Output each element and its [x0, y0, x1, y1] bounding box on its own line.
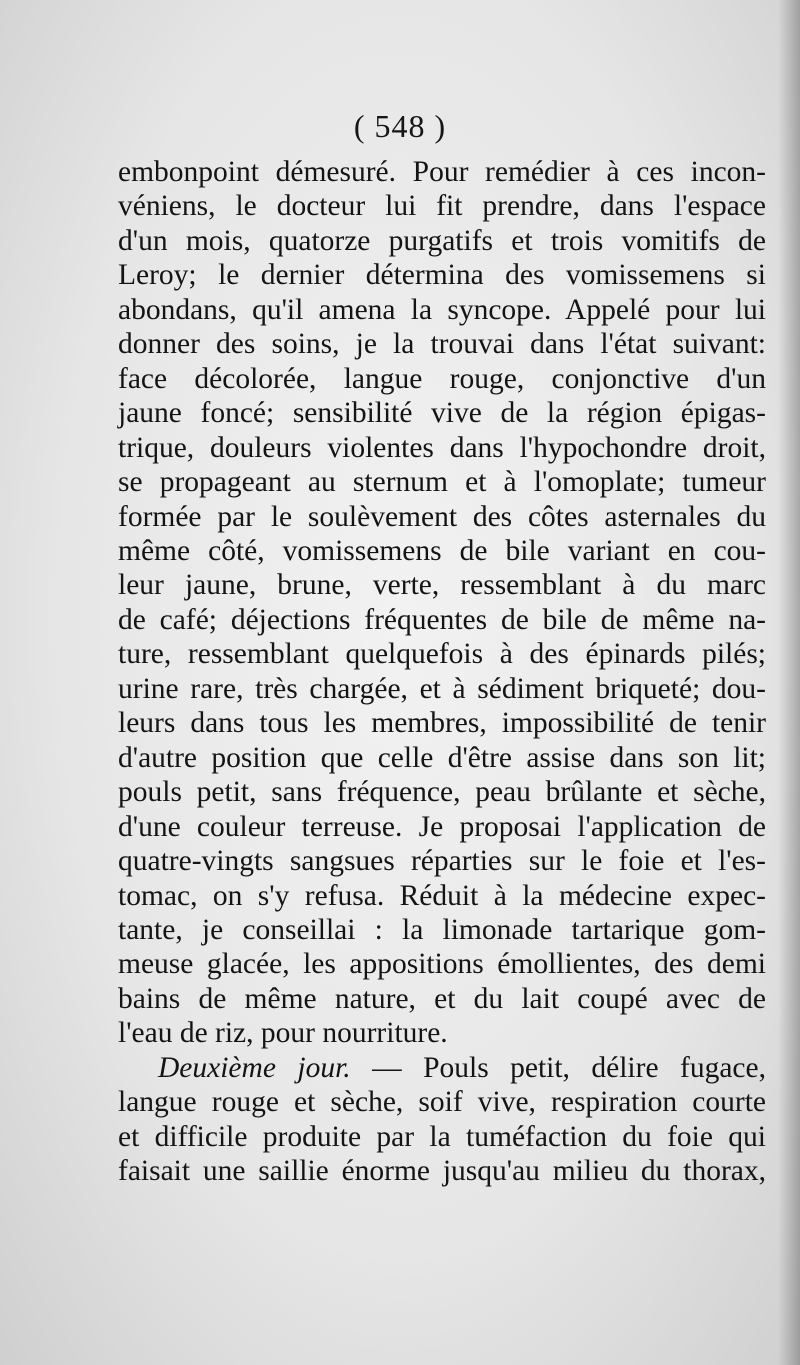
- text-line: faisait une saillie énorme jusqu'au milieu du thorax,: [118, 1155, 766, 1188]
- text-line: de café; déjections fréquentes de bile de même na-: [118, 603, 766, 636]
- text-line: même côté, vomissemens de bile variant en cou-: [118, 534, 766, 567]
- paragraph-first-line: [118, 1051, 766, 1085]
- text-line: bains de même nature, et du lait coupé avec de: [118, 982, 766, 1015]
- paragraph-heading-italic: Deuxième jour.: [158, 1051, 351, 1084]
- text-line: leurs dans tous les membres, impossibilité de tenir: [118, 707, 766, 740]
- text-line: abondans, qu'il amena la syncope. Appelé pour lui: [118, 293, 766, 326]
- text-line: embonpoint démesuré. Pour remédier à ces incon-: [118, 156, 766, 188]
- text-line: quatre-vingts sangsues réparties sur le foie et l'es-: [118, 845, 766, 878]
- text-line: jaune foncé; sensibilité vive de la région épigas-: [118, 397, 766, 430]
- text-line: se propageant au sternum et à l'omoplate; tumeur: [118, 466, 766, 499]
- text-line: d'une couleur terreuse. Je proposai l'application de: [118, 810, 766, 843]
- text-line: véniens, le docteur lui fit prendre, dans l'espace: [118, 190, 766, 223]
- text-line: d'autre position que celle d'être assise dans son lit;: [118, 741, 766, 774]
- text-line: d'un mois, quatorze purgatifs et trois vomitifs de: [118, 224, 766, 257]
- text-line: ture, ressemblant quelquefois à des épinards pilés;: [118, 638, 766, 671]
- text-line: leur jaune, brune, verte, ressemblant à du marc: [118, 569, 766, 602]
- body-text: [118, 155, 766, 1189]
- text-line: donner des soins, je la trouvai dans l'état suivant:: [118, 328, 766, 361]
- text-line: Leroy; le dernier détermina des vomissemens si: [118, 259, 766, 292]
- text-line: et difficile produite par la tuméfaction du foie qui: [118, 1120, 766, 1153]
- text-line: trique, douleurs violentes dans l'hypochondre droit,: [118, 431, 766, 464]
- text-line: tante, je conseillai : la limonade tartarique gom-: [118, 913, 766, 946]
- text-line: face décolorée, langue rouge, conjonctive d'un: [118, 362, 766, 395]
- text-line: tomac, on s'y refusa. Réduit à la médecine expec-: [118, 879, 766, 912]
- text-line: l'eau de riz, pour nourriture.: [118, 1017, 448, 1050]
- paragraph-first-line-rest: — Pouls petit, délire fugace,: [350, 1051, 766, 1084]
- text-line: formée par le soulèvement des côtes asternales du: [118, 500, 766, 533]
- page-edge-shadow: [778, 0, 800, 1365]
- page-number: ( 548 ): [353, 108, 447, 144]
- text-line: meuse glacée, les appositions émollientes, des demi: [118, 948, 766, 981]
- text-line: langue rouge et sèche, soif vive, respiration courte: [118, 1086, 766, 1119]
- text-line: pouls petit, sans fréquence, peau brûlante et sèche,: [118, 776, 766, 809]
- text-line: urine rare, très chargée, et à sédiment briqueté; dou-: [118, 672, 766, 705]
